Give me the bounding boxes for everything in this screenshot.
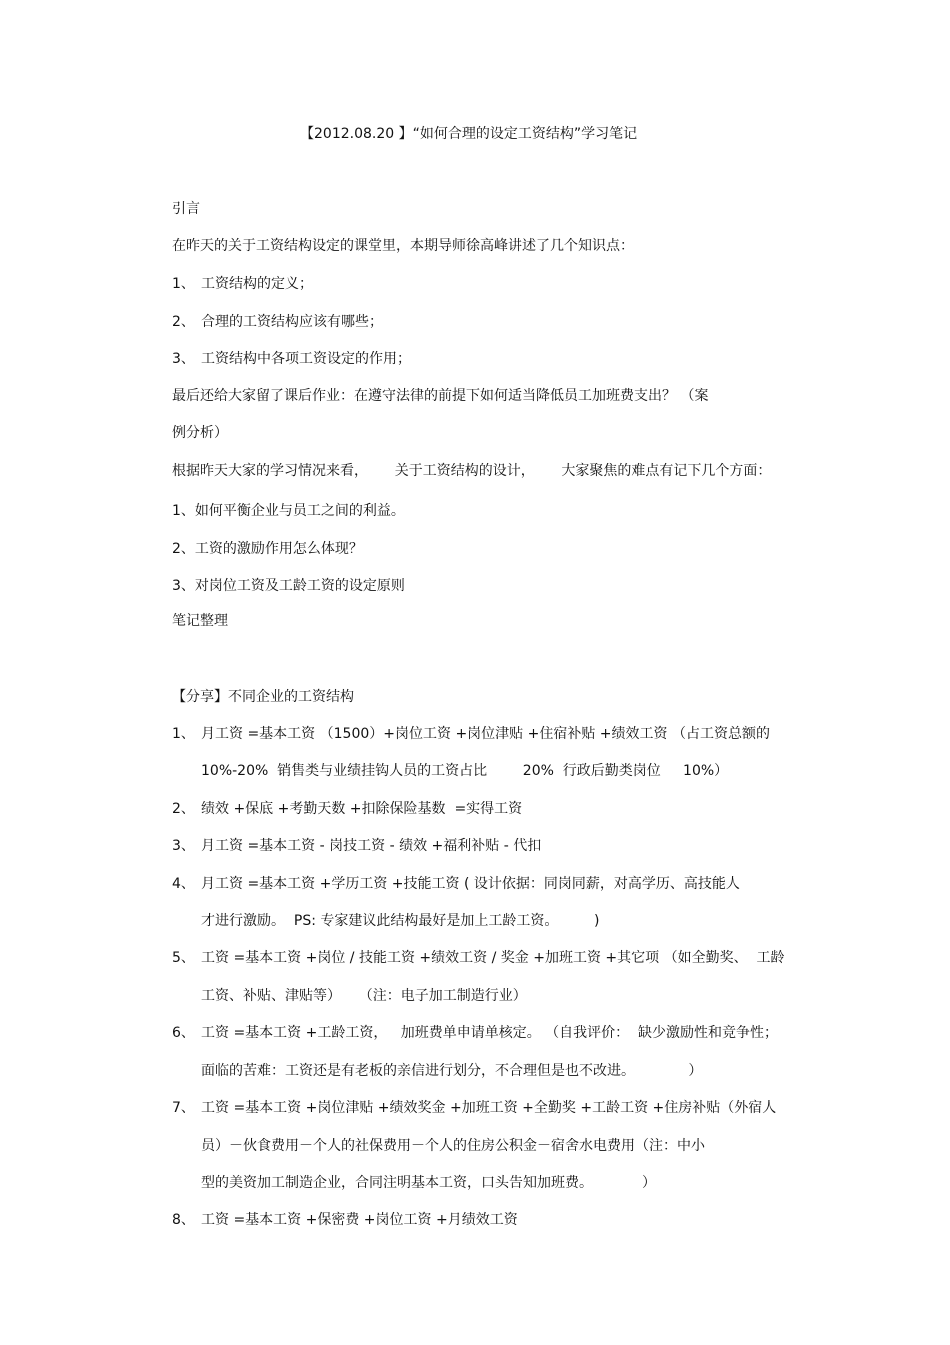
item-number: 6、 — [172, 1025, 195, 1041]
intro-lead: 在昨天的关于工资结构设定的课堂里，本期导师徐高峰讲述了几个知识点： — [172, 238, 634, 254]
point-text: 工资结构中各项工资设定的作用； — [201, 351, 411, 367]
difficulty-item: 3、对岗位工资及工龄工资的设定原则 — [172, 578, 405, 594]
difficulty-item: 1、如何平衡企业与员工之间的利益。 — [172, 503, 405, 519]
difficulty-item: 2、工资的激励作用怎么体现？ — [172, 541, 363, 557]
item-line: 月工资 =基本工资 （1500）+岗位工资 +岗位津贴 +住宿补贴 +绩效工资 （占工资总额的 — [201, 726, 770, 742]
homework-line: 例分析） — [172, 425, 228, 441]
share-heading: 【分享】不同企业的工资结构 — [172, 689, 354, 705]
item-line: 绩效 +保底 +考勤天数 +扣除保险基数 =实得工资 — [201, 801, 523, 817]
item-number: 8、 — [172, 1212, 195, 1228]
point-number: 3、 — [172, 351, 195, 367]
item-number: 7、 — [172, 1100, 195, 1116]
item-number: 3、 — [172, 838, 195, 854]
point-number: 1、 — [172, 276, 195, 292]
item-line: 面临的苦难：工资还是有老板的亲信进行划分，不合理但是也不改进。 ） — [201, 1063, 703, 1079]
point-text: 合理的工资结构应该有哪些； — [201, 314, 383, 330]
page-title: 【2012.08.20 】“如何合理的设定工资结构”学习笔记 — [300, 126, 638, 142]
homework-line: 最后还给大家留了课后作业：在遵守法律的前提下如何适当降低员工加班费支出？ （案 — [172, 388, 709, 404]
intro-heading: 引言 — [172, 201, 200, 217]
point-number: 2、 — [172, 314, 195, 330]
item-line: 10%-20% 销售类与业绩挂钩人员的工资占比 20% 行政后勤类岗位 10%） — [201, 763, 729, 779]
item-number: 4、 — [172, 876, 195, 892]
item-line: 工资 =基本工资 +岗位津贴 +绩效奖金 +加班工资 +全勤奖 +工龄工资 +住房补贴（外宿人 — [201, 1100, 777, 1116]
item-line: 才进行激励。 PS: 专家建议此结构最好是加上工龄工资。 ) — [201, 913, 600, 929]
item-line: 工资 =基本工资 +工龄工资， 加班费单申请单核定。 （自我评价： 缺少激励性和竞争性； — [201, 1025, 779, 1041]
item-line: 工资、补贴、津贴等） （注：电子加工制造行业） — [201, 988, 527, 1004]
item-line: 员）－伙食费用－个人的社保费用－个人的住房公积金－宿舍水电费用（注：中小 — [201, 1138, 705, 1154]
item-line: 工资 =基本工资 +保密费 +岗位工资 +月绩效工资 — [201, 1212, 518, 1228]
item-number: 5、 — [172, 950, 195, 966]
item-number: 1、 — [172, 726, 195, 742]
item-number: 2、 — [172, 801, 195, 817]
focus-line: 根据昨天大家的学习情况来看， 关于工资结构的设计， 大家聚焦的难点有记下几个方面： — [172, 463, 772, 479]
point-text: 工资结构的定义； — [201, 276, 313, 292]
item-line: 型的美资加工制造企业，合同注明基本工资，口头告知加班费。 ） — [201, 1175, 656, 1191]
item-line: 月工资 =基本工资 - 岗技工资 - 绩效 +福利补贴 - 代扣 — [201, 838, 542, 854]
notes-heading: 笔记整理 — [172, 613, 228, 629]
item-line: 工资 =基本工资 +岗位 / 技能工资 +绩效工资 / 奖金 +加班工资 +其它项 （如全勤奖、 工龄 — [201, 950, 785, 966]
item-line: 月工资 =基本工资 +学历工资 +技能工资 ( 设计依据：同岗同薪，对高学历、高技能人 — [201, 876, 740, 892]
